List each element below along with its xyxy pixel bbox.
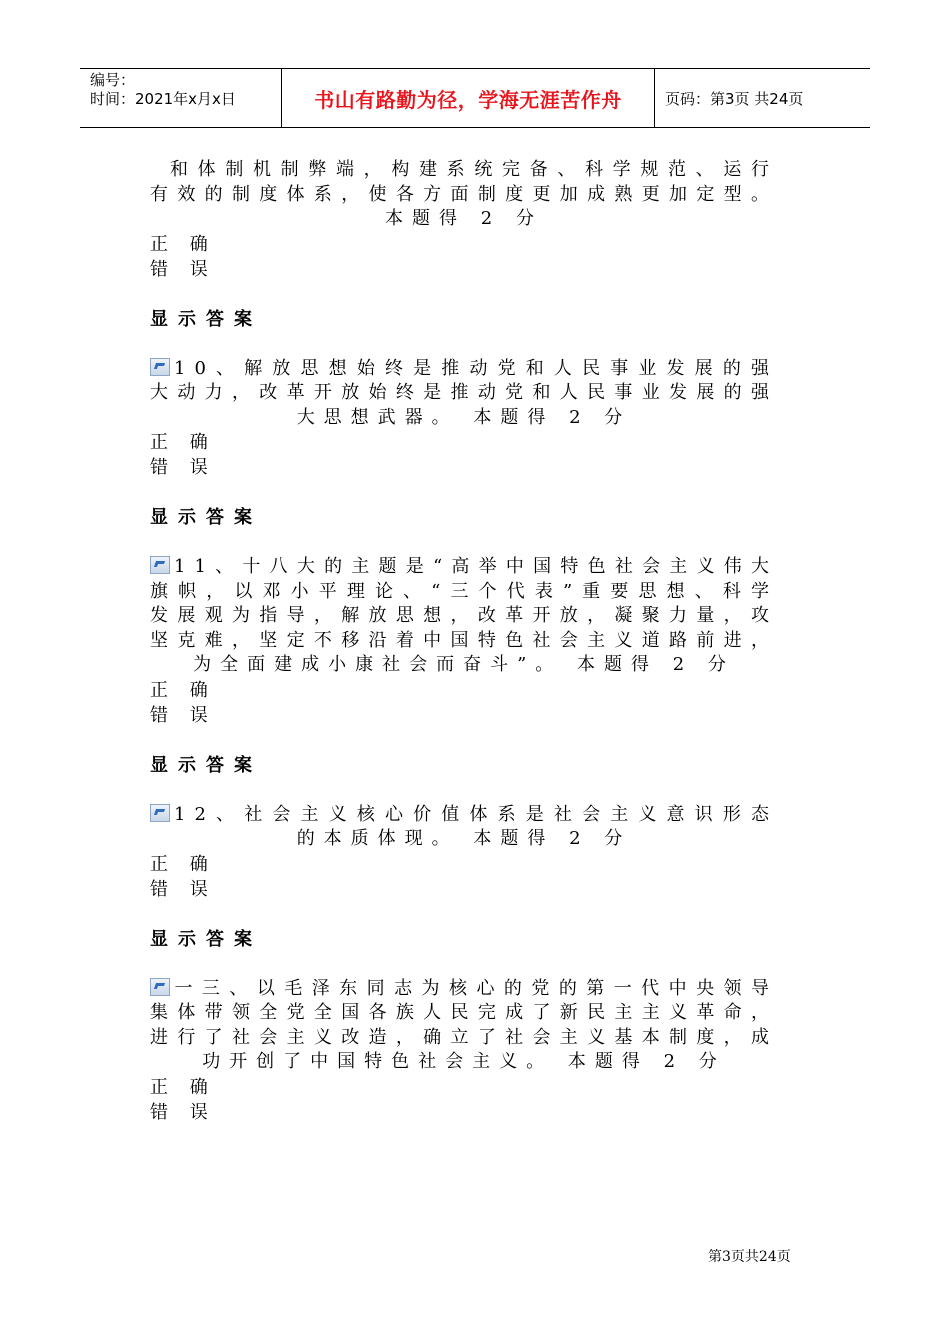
option-wrong[interactable]: 错 误 [150,457,216,478]
option-wrong[interactable]: 错 误 [150,704,216,726]
number-label: 编号： [90,71,136,89]
option-wrong[interactable]: 错 误 [150,1101,216,1123]
header-motto: 书山有路勤为径，学海无涯苦作舟 [282,69,655,127]
page-footer: 第3页共24页 [708,1249,791,1265]
page-header [80,68,870,128]
date-label: 时间：2021年x月x日 [90,90,236,108]
header-page-label: 页码：第3页 共24页 [665,89,804,108]
question-text: 和体制机制弊端，构建系统完备、科学规范、运行有效的制度体系，使各方面制度更加成熟更加定型。 本题得 2 分 [150,159,778,229]
question-block [150,977,778,1125]
question-text-row [150,803,778,852]
option-correct[interactable]: 正 确 [150,432,216,453]
question-marker-icon [150,804,170,822]
question-text: 12、社会主义核心价值体系是社会主义意识形态的本质体现。 本题得 2 分 [174,803,778,849]
show-answer-link[interactable]: 显示答案 [150,308,262,330]
option-correct[interactable]: 正 确 [150,679,216,701]
question-text-row [150,357,778,431]
question-block [150,555,778,778]
question-text: 一三、以毛泽东同志为核心的党的第一代中央领导集体带领全党全国各族人民完成了新民主主义革命，进行了社会主义改造，确立了社会主义基本制度，成功开创了中国特色社会主义。 本题得 2 分 [150,977,778,1072]
header-meta [80,69,282,127]
option-correct[interactable]: 正 确 [150,1076,216,1098]
question-block [150,158,778,332]
show-answer-link[interactable]: 显示答案 [150,754,262,776]
question-text-row [150,555,778,678]
question-marker-icon [150,978,170,996]
question-list [150,158,778,1125]
option-wrong[interactable]: 错 误 [150,258,216,280]
option-correct[interactable]: 正 确 [150,853,216,875]
question-text: 10、解放思想始终是推动党和人民事业发展的强大动力，改革开放始终是推动党和人民事业发展的强大思想武器。 本题得 2 分 [150,357,778,428]
option-correct[interactable]: 正 确 [150,233,216,255]
question-block [150,803,778,952]
question-text: 11、十八大的主题是“高举中国特色社会主义伟大旗帜，以邓小平理论、“三个代表”重要思想、科学发展观为指导，解放思想，改革开放，凝聚力量，攻坚克难，坚定不移沿着中国特色社会主义道路前进，为全面建成小康社会而奋斗”。 本题得 2 分 [150,556,778,675]
show-answer-link[interactable]: 显示答案 [150,507,262,528]
question-marker-icon [150,358,170,376]
question-block [150,357,778,531]
show-answer-link[interactable]: 显示答案 [150,928,262,950]
option-wrong[interactable]: 错 误 [150,878,216,900]
question-marker-icon [150,556,170,574]
question-text-row [150,977,778,1075]
